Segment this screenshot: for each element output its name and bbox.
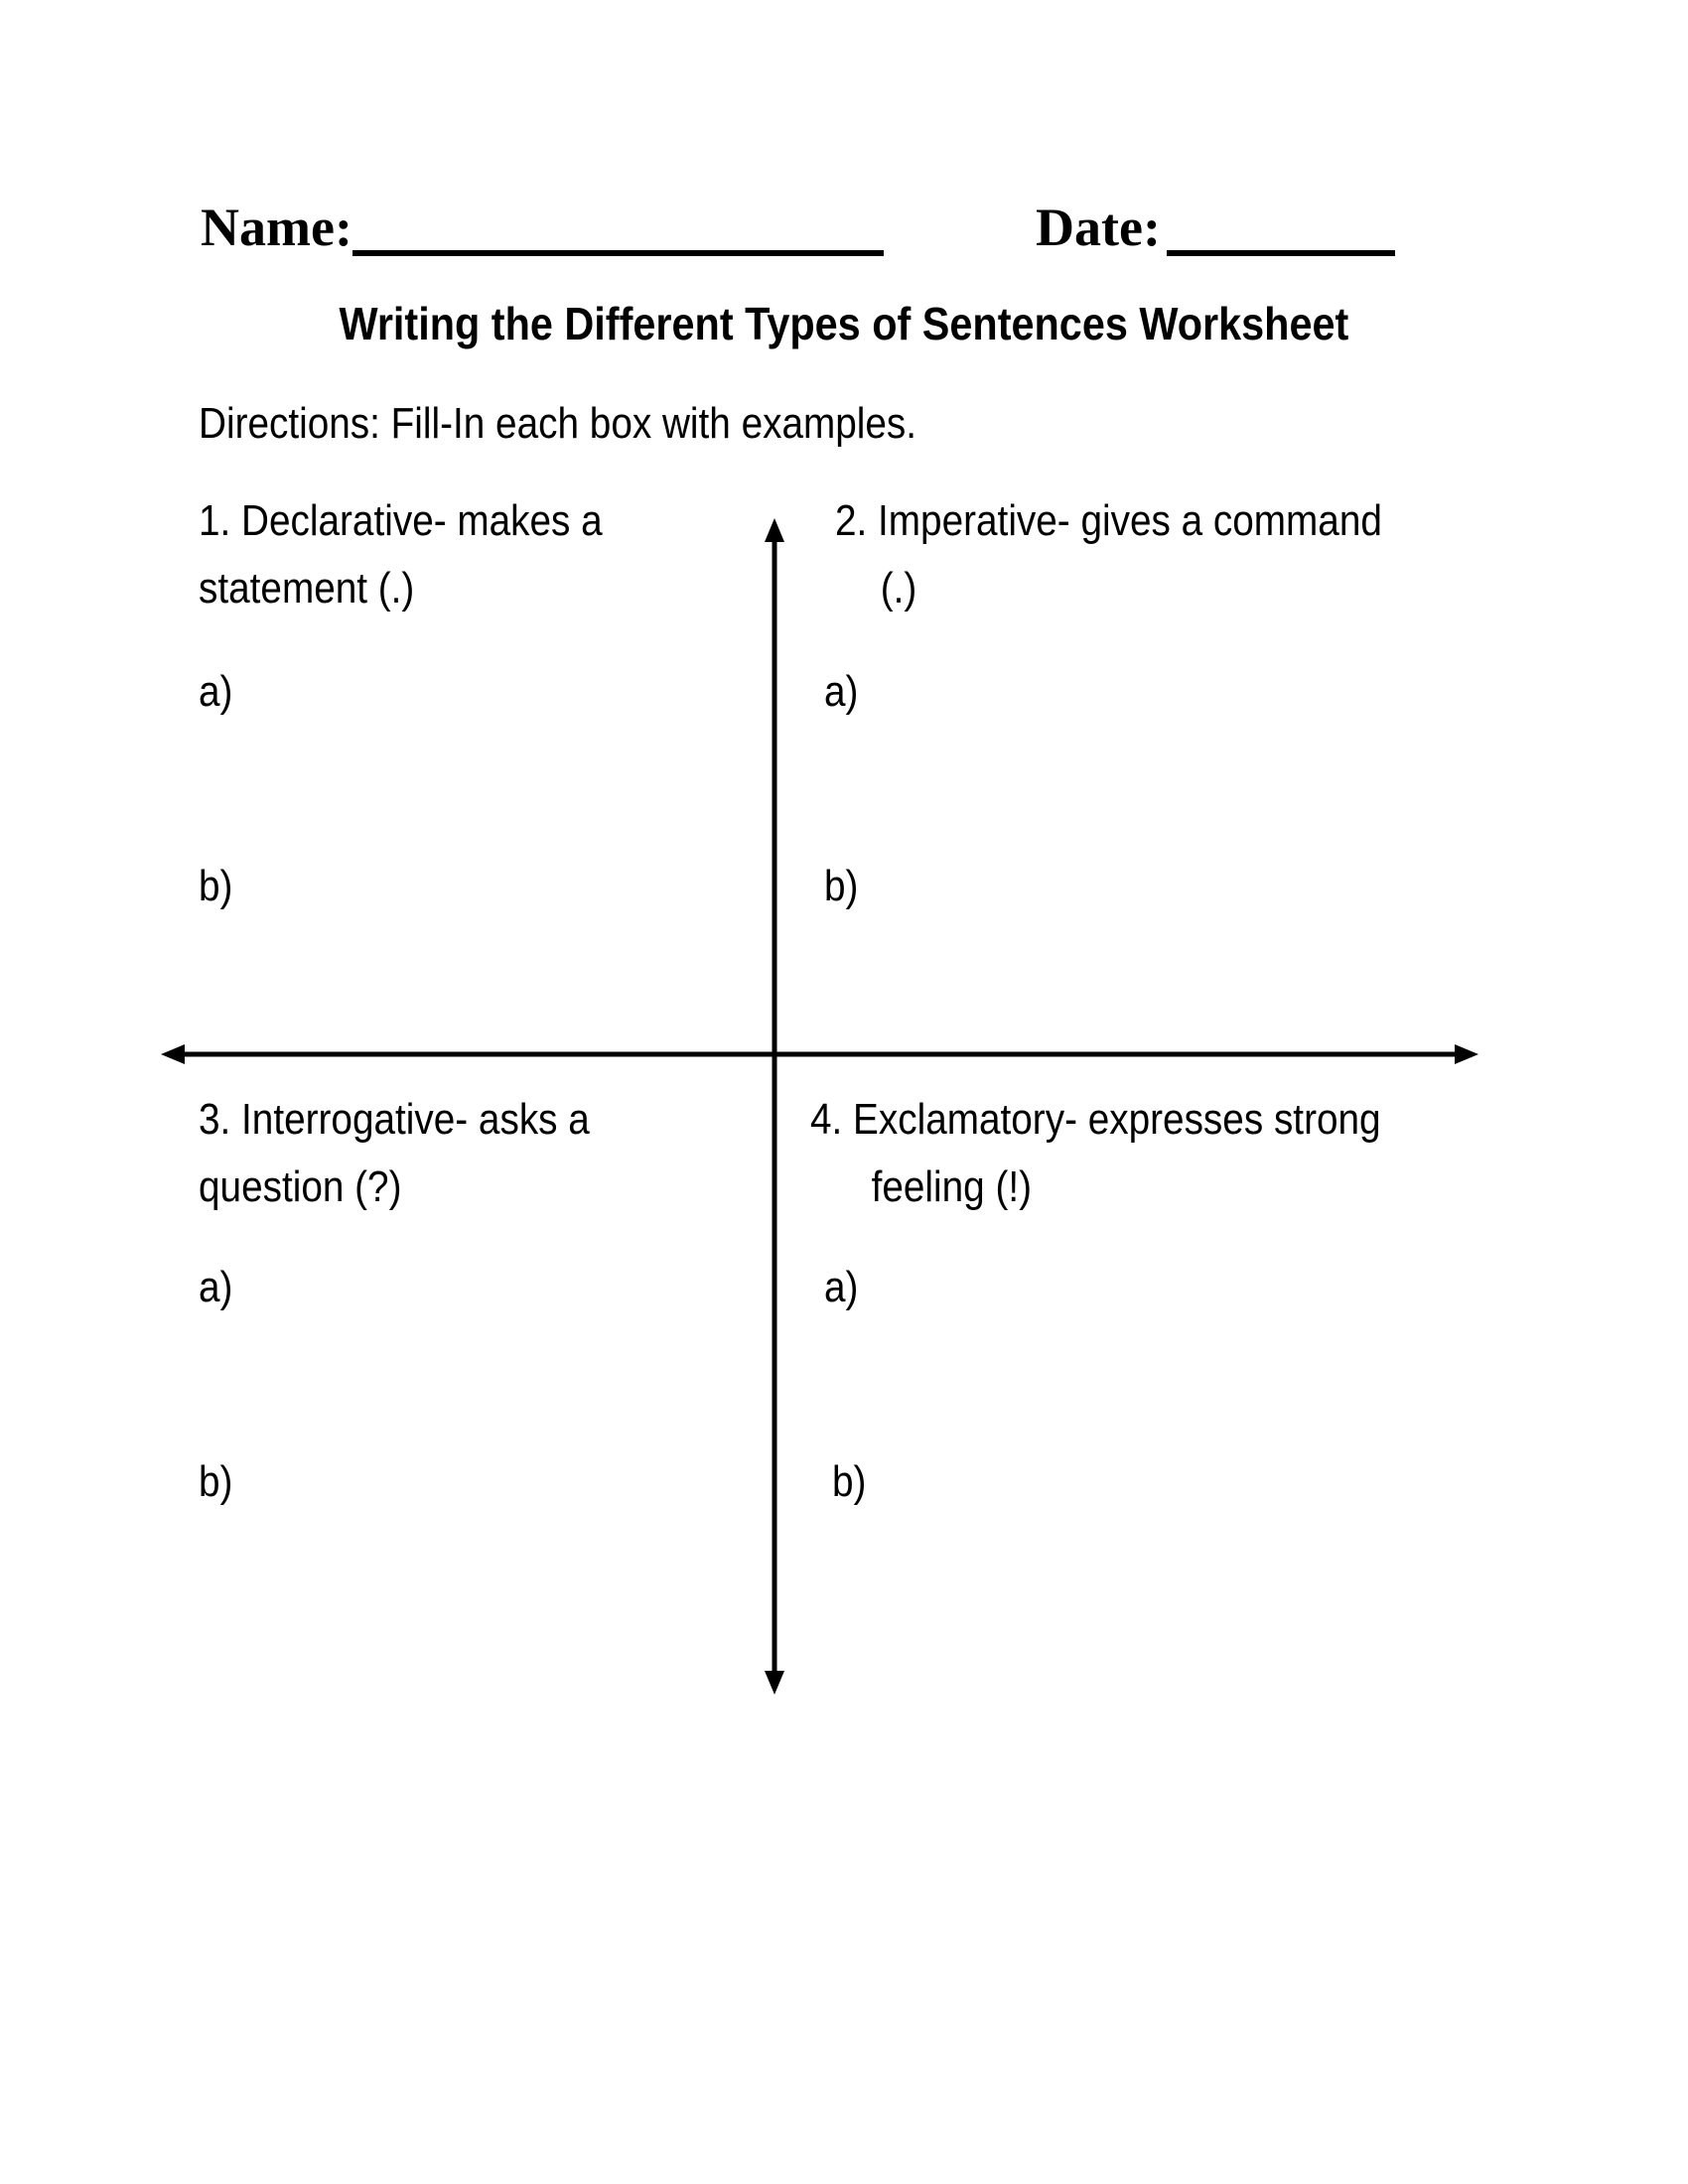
- quadrant-3-heading: [199, 1086, 643, 1221]
- quadrant-1-heading-line2: statement (.): [199, 564, 415, 613]
- name-blank-line[interactable]: [352, 250, 884, 256]
- quadrant-4-heading: [810, 1086, 1459, 1221]
- date-label: Date:: [1036, 198, 1161, 257]
- page-title: Writing the Different Types of Sentences Worksheet: [339, 298, 1349, 349]
- quadrant-2-heading-line2: (.): [880, 564, 917, 613]
- quadrant-3-item-a: a): [199, 1263, 233, 1311]
- quadrant-1-heading-line1: 1. Declarative- makes a: [199, 496, 603, 545]
- quadrant-1-heading: [199, 487, 657, 622]
- quadrant-3-heading-line2: question (?): [199, 1162, 402, 1211]
- date-blank-line[interactable]: [1167, 250, 1395, 256]
- quadrant-3-heading-line1: 3. Interrogative- asks a: [199, 1095, 590, 1144]
- left-arrowhead-icon: [161, 1044, 185, 1064]
- directions-row: [199, 390, 1015, 458]
- quadrant-2-heading: [835, 487, 1457, 622]
- quadrant-4-heading-line1: 4. Exclamatory- expresses strong: [810, 1095, 1381, 1144]
- directions-text: Directions: Fill-In each box with examples.: [199, 399, 917, 448]
- quadrant-4-item-b: b): [832, 1457, 867, 1506]
- quadrant-2-item-a: a): [824, 667, 859, 716]
- right-arrowhead-icon: [1455, 1044, 1478, 1064]
- quadrant-1-item-b: b): [199, 862, 233, 910]
- quadrant-1-item-a: a): [199, 667, 233, 716]
- quadrant-2-heading-line1: 2. Imperative- gives a command: [835, 496, 1382, 545]
- name-label: Name:: [201, 198, 352, 257]
- quadrant-4-item-a: a): [824, 1263, 859, 1311]
- down-arrowhead-icon: [765, 1671, 784, 1695]
- quadrant-3-item-b: b): [199, 1457, 233, 1506]
- title-row: [0, 290, 1688, 357]
- up-arrowhead-icon: [765, 518, 784, 542]
- quadrant-4-heading-line2: feeling (!): [871, 1162, 1033, 1211]
- quadrant-2-item-b: b): [824, 862, 859, 910]
